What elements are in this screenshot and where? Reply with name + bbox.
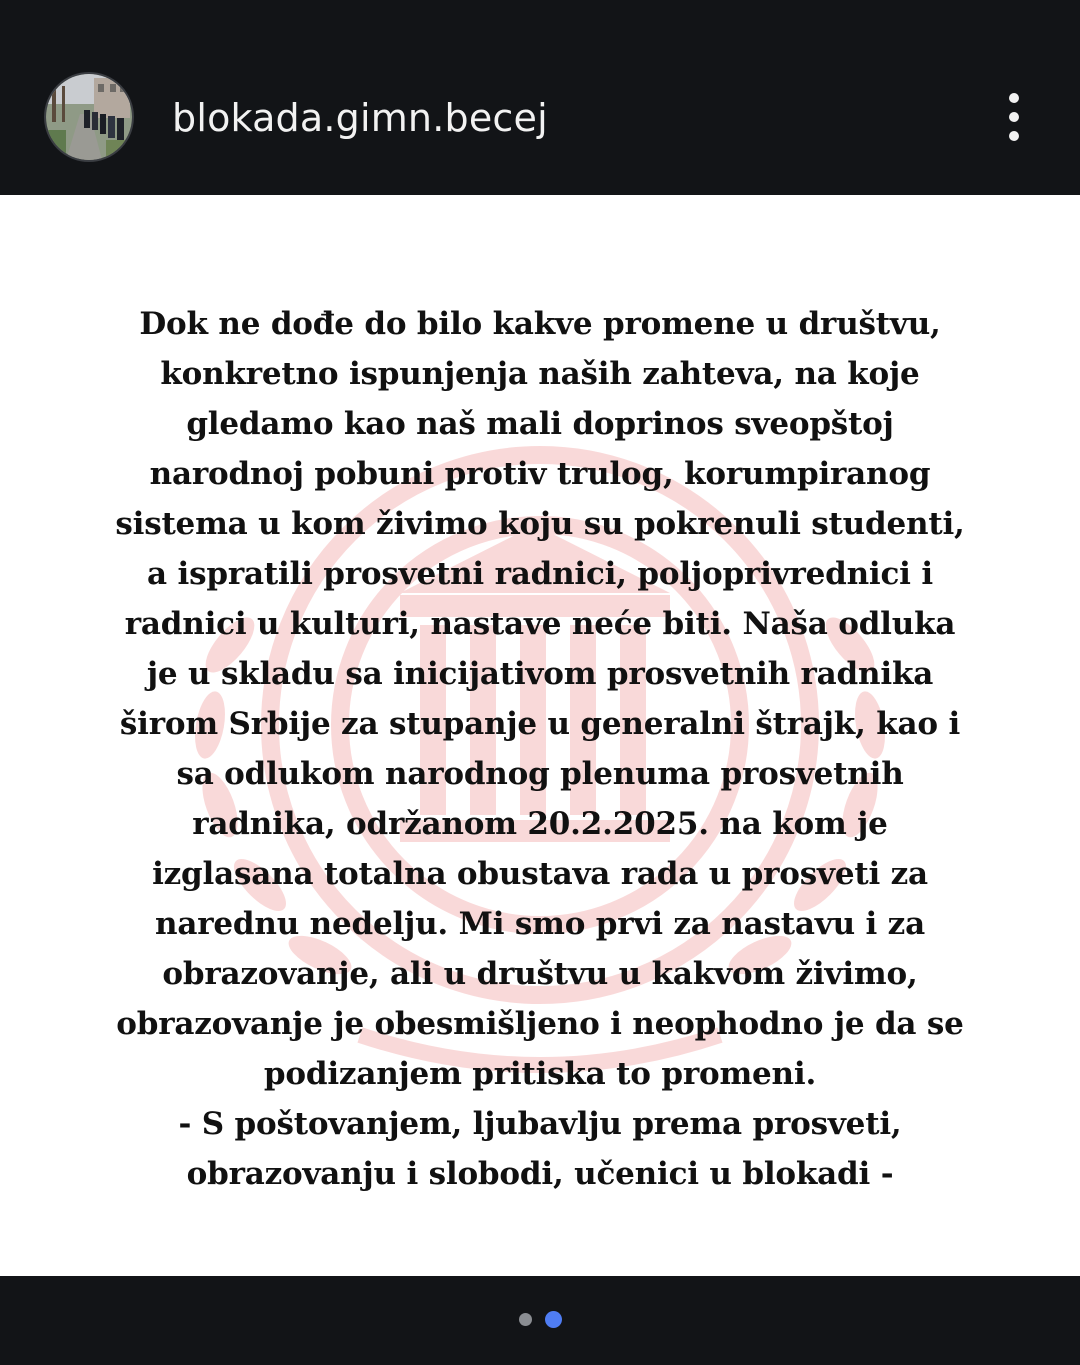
- profile-avatar[interactable]: [44, 72, 134, 162]
- username[interactable]: blokada.gimn.becej: [172, 96, 548, 140]
- post-image[interactable]: [0, 195, 1080, 1276]
- more-options-button[interactable]: [994, 88, 1034, 148]
- carousel-indicator: [0, 1276, 1080, 1365]
- carousel-dot-2-active[interactable]: [545, 1311, 562, 1328]
- carousel-dot-1[interactable]: [519, 1313, 532, 1326]
- post-statement-text: Dok ne dođe do bilo kakve promene u društvu, konkretno ispunjenja naših zahteva, na koje gledamo kao naš mali doprinos sveopštoj narodnoj pobuni protiv trulog, korumpiranog sistema u kom živimo koju su pokrenuli studenti, a ispratili prosvetni radnici, poljoprivrednici i radnici u kulturi, nastave neće biti. Naša odluka je u skladu sa inicijativom prosvetnih radnika širom Srbije za stupanje u generalni štrajk, kao i sa odlukom narodnog plenuma prosvetnih radnika, održanom 20.2.2025. na kom je izglasana totalna obustava rada u prosveti za narednu nedelju. Mi smo prvi za nastavu i za obrazovanje, ali u društvu u kakvom živimo, obrazovanje je obesmišljeno i neophodno je da se podizanjem pritiska to promeni. - S poštovanjem, ljubavlju prema prosveti, obrazovanju i slobodi, učenici u blokadi -: [115, 306, 965, 1192]
- more-vertical-icon: [994, 88, 1034, 148]
- avatar-photo: [46, 74, 132, 160]
- post-header: [0, 0, 1080, 195]
